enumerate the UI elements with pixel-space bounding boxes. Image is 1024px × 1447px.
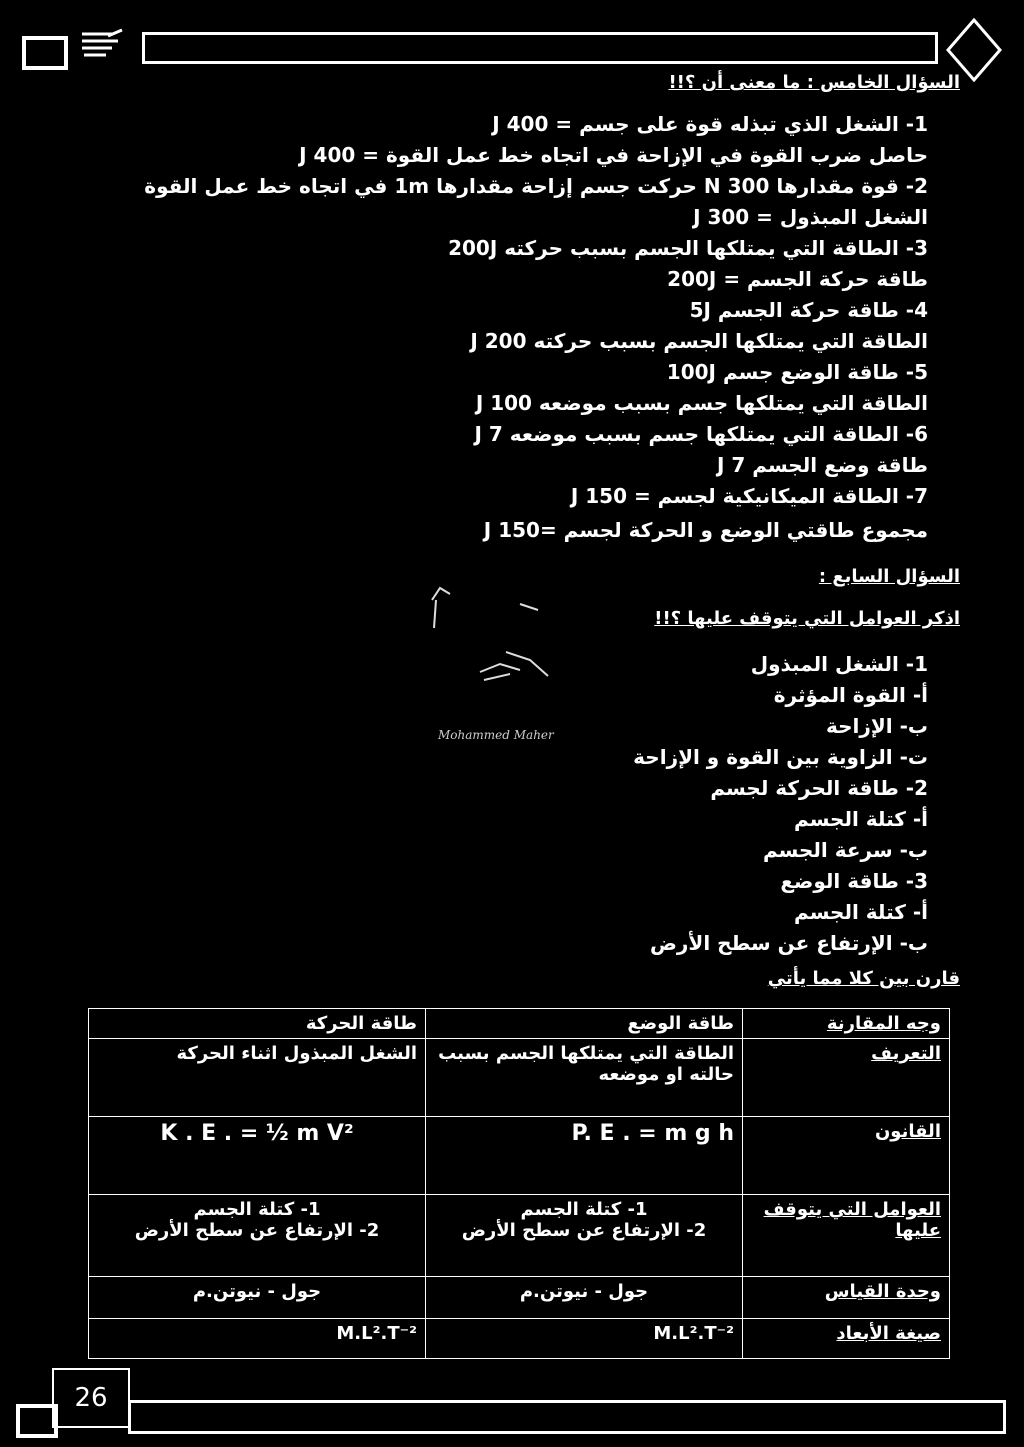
table-row [89, 1195, 950, 1277]
footer-frame [128, 1400, 1006, 1434]
table-row-label: العوامل التي يتوقف عليها [743, 1195, 950, 1277]
table-cell: 1- كتلة الجسم 2- الإرتفاع عن سطح الأرض [89, 1195, 426, 1277]
question2-subtitle: اذكر العوامل التي يتوقف عليها ؟!! [654, 608, 960, 629]
table-header: وجه المقارنة [743, 1009, 950, 1039]
lines-icon [78, 28, 128, 64]
header-frame [142, 32, 938, 64]
comparison-title: قارن بين كلا مما يأتي [767, 968, 960, 989]
table-cell: الشغل المبذول اثناء الحركة [89, 1039, 426, 1117]
table-row [89, 1039, 950, 1117]
q1-line: 1- الشغل الذي تبذله قوة على جسم = J 400 [492, 112, 928, 136]
question2-title: السؤال السابع : [818, 566, 960, 587]
q2-line: 2- طاقة الحركة لجسم [710, 776, 928, 800]
page-number: 26 [52, 1368, 130, 1428]
q1-line: 2- قوة مقدارها N 300 حركت جسم إزاحة مقدارها 1m في اتجاه خط عمل القوة [144, 174, 928, 198]
signature: Mohammed Maher [438, 728, 554, 742]
q1-line: الطاقة التي يمتلكها جسم بسبب موضعه J 100 [475, 391, 928, 415]
table-row [89, 1319, 950, 1359]
table-cell: الطاقة التي يمتلكها الجسم بسبب حالته او موضعه [426, 1039, 743, 1117]
q1-line: الطاقة التي يمتلكها الجسم بسبب حركته J 200 [470, 329, 928, 353]
q2-line: ب- سرعة الجسم [762, 838, 928, 862]
q1-line: حاصل ضرب القوة في الإزاحة في اتجاه خط عمل القوة = J 400 [299, 143, 928, 167]
q1-line: طاقة وضع الجسم J 7 [716, 453, 928, 477]
table-cell: جول - نيوتن.م [426, 1277, 743, 1319]
table-header: طاقة الحركة [89, 1009, 426, 1039]
q2-line: أ- القوة المؤثرة [773, 683, 928, 707]
table-cell: جول - نيوتن.م [89, 1277, 426, 1319]
table-cell: M.L².T⁻² [89, 1319, 426, 1359]
table-cell: 1- كتلة الجسم 2- الإرتفاع عن سطح الأرض [426, 1195, 743, 1277]
q2-line: 3- طاقة الوضع [780, 869, 928, 893]
corner-box-bottom [16, 1404, 58, 1438]
q1-line: 4- طاقة حركة الجسم 5J [689, 298, 928, 322]
comparison-table [88, 1008, 950, 1359]
q2-line: ب- الإرتفاع عن سطح الأرض [650, 931, 928, 955]
table-row-label: وحدة القياس [743, 1277, 950, 1319]
table-row-label: التعريف [743, 1039, 950, 1117]
table-row [89, 1277, 950, 1319]
q1-line: 3- الطاقة التي يمتلكها الجسم بسبب حركته 200J [448, 236, 928, 260]
question1-title: السؤال الخامس : ما معنى أن ؟!! [668, 72, 960, 93]
corner-box-top [22, 36, 68, 70]
q1-line: 6- الطاقة التي يمتلكها جسم بسبب موضعه J 7 [474, 422, 928, 446]
sketch-drawing [420, 580, 570, 690]
table-cell: P. E . = m g h [426, 1117, 743, 1195]
q2-line: ت- الزاوية بين القوة و الإزاحة [633, 745, 928, 769]
q2-line: ب- الإزاحة [825, 714, 928, 738]
table-header-row [89, 1009, 950, 1039]
q2-line: 1- الشغل المبذول [750, 652, 928, 676]
q1-line: 7- الطاقة الميكانيكية لجسم = J 150 [570, 484, 928, 508]
table-row [89, 1117, 950, 1195]
table-cell: K . E . = ½ m V² [89, 1117, 426, 1195]
table-row-label: القانون [743, 1117, 950, 1195]
table-cell: M.L².T⁻² [426, 1319, 743, 1359]
q1-line: طاقة حركة الجسم = 200J [667, 267, 928, 291]
q1-line: 5- طاقة الوضع جسم 100J [666, 360, 928, 384]
q1-line: مجموع طاقتي الوضع و الحركة لجسم =J 150 [483, 518, 928, 542]
q1-line: الشغل المبذول = J 300 [693, 205, 928, 229]
table-row-label: صيغة الأبعاد [743, 1319, 950, 1359]
q2-line: أ- كتلة الجسم [794, 807, 928, 831]
table-header: طاقة الوضع [426, 1009, 743, 1039]
q2-line: أ- كتلة الجسم [794, 900, 928, 924]
